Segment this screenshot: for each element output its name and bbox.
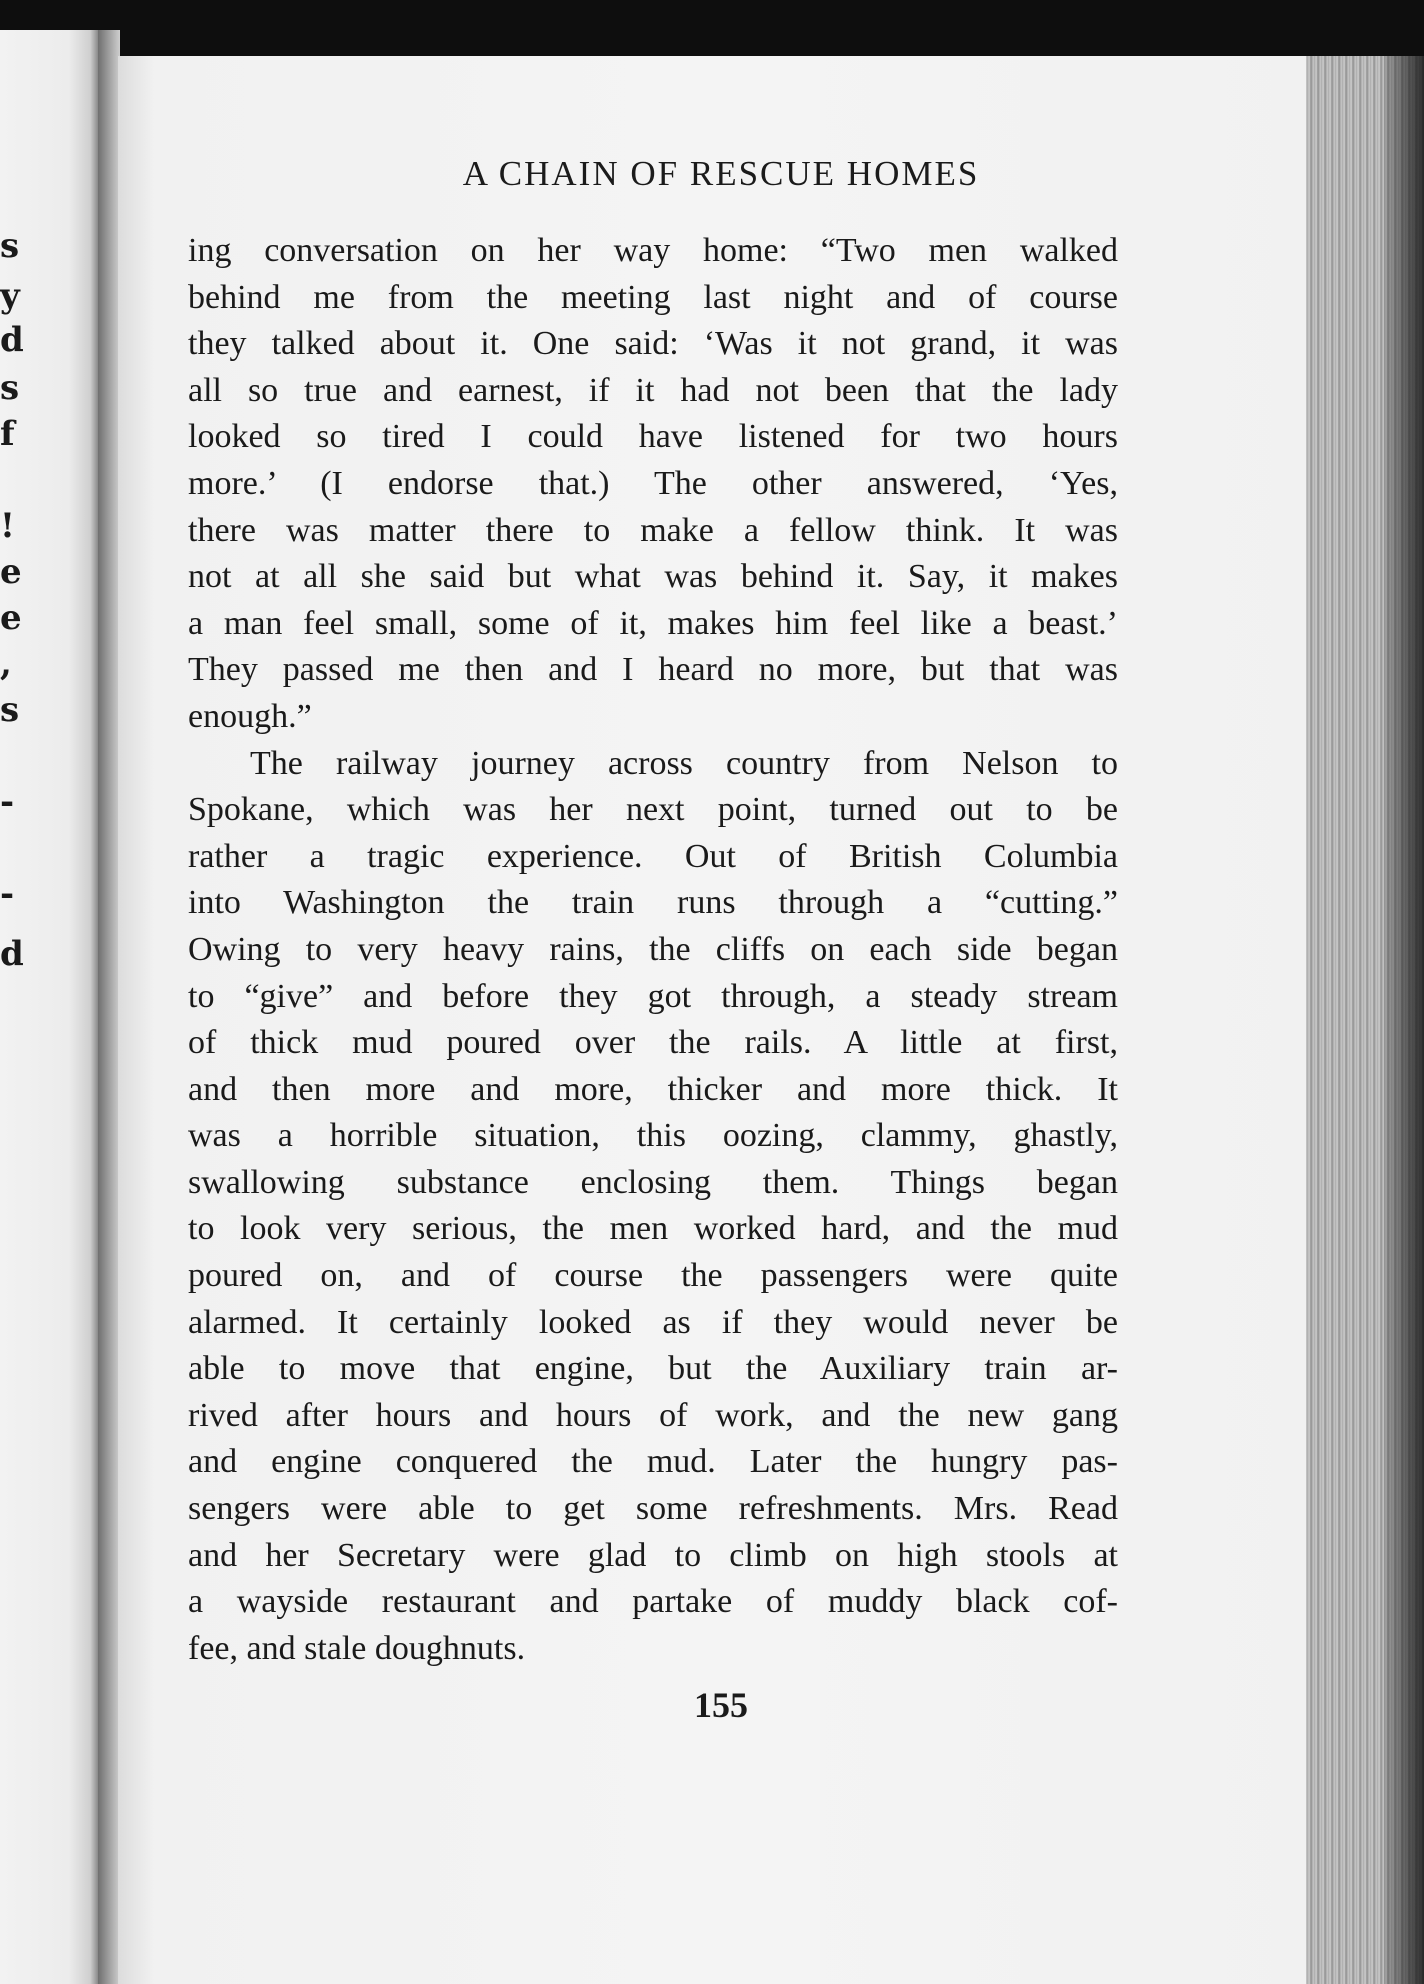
fragment: s bbox=[0, 226, 20, 266]
text-line: fee, and stale doughnuts. bbox=[188, 1629, 526, 1667]
text-line: rather a tragic experience. Out of British Columbia bbox=[188, 837, 1118, 875]
fragment: d bbox=[0, 320, 24, 360]
fragment: ! bbox=[0, 506, 15, 546]
text-line: swallowing substance enclosing them. Things began bbox=[188, 1163, 1118, 1201]
facing-page-left bbox=[0, 30, 98, 1984]
fragment: - bbox=[0, 874, 15, 914]
text-line: They passed me then and I heard no more, but that was bbox=[188, 651, 1118, 689]
book-gutter bbox=[98, 30, 120, 1984]
fragment: - bbox=[0, 782, 15, 822]
text-line: able to move that engine, but the Auxiliary train ar- bbox=[188, 1350, 1118, 1388]
text-line: not at all she said but what was behind it. Say, it makes bbox=[188, 558, 1118, 596]
text-line: a wayside restaurant and partake of muddy black cof- bbox=[188, 1583, 1118, 1621]
fragment: e bbox=[0, 598, 22, 638]
fragment: y bbox=[0, 276, 20, 316]
text-line: was a horrible situation, this oozing, clammy, ghastly, bbox=[188, 1117, 1118, 1155]
text-line: all so true and earnest, if it had not been that the lady bbox=[188, 371, 1118, 409]
page-edges bbox=[1306, 56, 1424, 1984]
text-line: Spokane, which was her next point, turned out to be bbox=[188, 791, 1118, 829]
text-line: more.’ (I endorse that.) The other answered, ‘Yes, bbox=[188, 464, 1118, 502]
page-number: 155 bbox=[694, 1685, 748, 1725]
facing-page-text-fragments bbox=[0, 30, 98, 1984]
text-line: to look very serious, the men worked hard, and the mud bbox=[188, 1210, 1118, 1248]
fragment: f bbox=[0, 414, 15, 454]
text-line: sengers were able to get some refreshments. Mrs. Read bbox=[188, 1490, 1118, 1528]
text-line: Owing to very heavy rains, the cliffs on each side began bbox=[188, 930, 1118, 968]
text-line: alarmed. It certainly looked as if they would never be bbox=[188, 1303, 1118, 1341]
text-line: and her Secretary were glad to climb on high stools at bbox=[188, 1536, 1118, 1574]
fragment: , bbox=[0, 644, 12, 684]
fragment: d bbox=[0, 934, 24, 974]
text-line: of thick mud poured over the rails. A little at first, bbox=[188, 1024, 1118, 1062]
text-line: looked so tired I could have listened for two hours bbox=[188, 418, 1118, 456]
text-line: rived after hours and hours of work, and the new gang bbox=[188, 1396, 1118, 1434]
text-line: and then more and more, thicker and more thick. It bbox=[188, 1070, 1118, 1108]
fragment: s bbox=[0, 368, 20, 408]
text-line: there was matter there to make a fellow think. It was bbox=[188, 511, 1118, 549]
text-line: to “give” and before they got through, a steady stream bbox=[188, 977, 1118, 1015]
text-line: poured on, and of course the passengers were quite bbox=[188, 1257, 1118, 1295]
running-head: A CHAIN OF RESCUE HOMES bbox=[462, 154, 980, 193]
body-text bbox=[188, 228, 1118, 1672]
text-line: enough.” bbox=[188, 697, 312, 735]
text-line: and engine conquered the mud. Later the hungry pas- bbox=[188, 1443, 1118, 1481]
fragment: e bbox=[0, 552, 22, 592]
text-line: into Washington the train runs through a “cutting.” bbox=[188, 884, 1118, 922]
fragment: s bbox=[0, 690, 20, 730]
text-line: ing conversation on her way home: “Two men walked bbox=[188, 232, 1118, 269]
book-page bbox=[118, 56, 1324, 1984]
text-line: The railway journey across country from Nelson to bbox=[250, 744, 1118, 782]
text-line: they talked about it. One said: ‘Was it not grand, it was bbox=[188, 325, 1118, 363]
text-line: a man feel small, some of it, makes him feel like a beast.’ bbox=[188, 604, 1118, 642]
text-line: behind me from the meeting last night and of course bbox=[188, 278, 1118, 316]
